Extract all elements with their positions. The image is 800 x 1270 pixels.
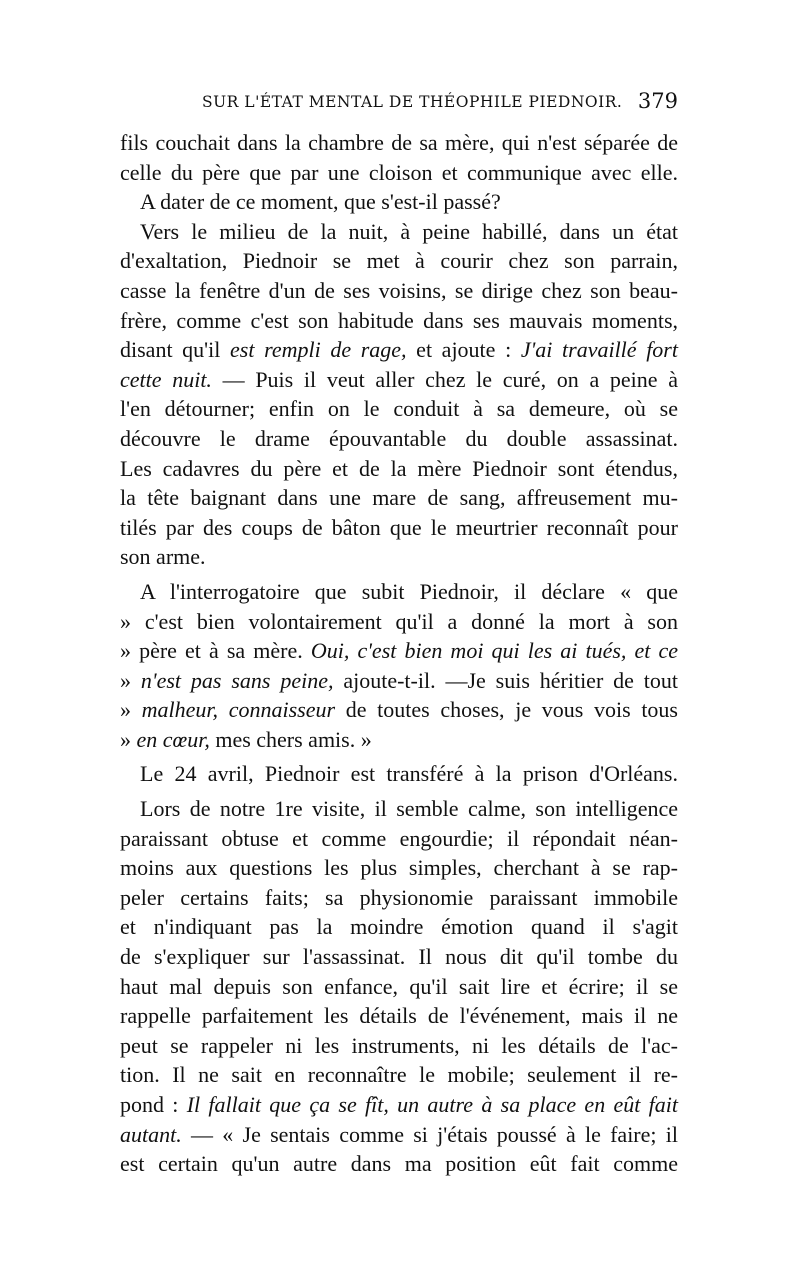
text-line: fils couchait dans la chambre de sa mère, qui n'est séparée de xyxy=(120,130,678,155)
text-line: A l'interrogatoire que subit Piednoir, il déclare « que xyxy=(140,578,678,604)
text-line: Le 24 avril, Piednoir est transféré à la prison d'Orléans. xyxy=(140,761,678,787)
text-line: tion. Il ne sait en reconnaître le mobile; seulement il re- xyxy=(120,1062,678,1088)
text-line: » père et à sa mère. Oui, c'est bien moi qui les ai tués, et ce xyxy=(120,638,678,664)
text-line: d'exaltation, Piednoir se met à courir chez son parrain, xyxy=(120,248,678,274)
running-title: SUR L'ÉTAT MENTAL DE THÉOPHILE PIEDNOIR. xyxy=(202,93,623,111)
text-line: A dater de ce moment, que s'est-il passé? xyxy=(140,189,501,215)
text-line: son arme. xyxy=(120,544,206,570)
text-line: » n'est pas sans peine, ajoute-t-il. —Je suis héritier de tout xyxy=(120,667,679,693)
text-line: tilés par des coups de bâton que le meurtrier reconnaît pour xyxy=(120,514,678,540)
text-line: Lors de notre 1re visite, il semble calme, son intelligence xyxy=(140,796,678,822)
text-line: disant qu'il est rempli de rage, et ajoute : J'ai travaillé fort xyxy=(120,337,678,363)
text-line: autant. — « Je sentais comme si j'étais poussé à le faire; il xyxy=(120,1121,678,1147)
running-head xyxy=(120,89,678,123)
text-line: peler certains faits; sa physionomie paraissant immobile xyxy=(120,884,678,910)
text-line: haut mal depuis son enfance, qu'il sait lire et écrire; il se xyxy=(120,973,678,999)
text-line: » malheur, connaisseur de toutes choses, je vous vois tous xyxy=(120,697,678,723)
text-line: rappelle parfaitement les détails de l'événement, mais il ne xyxy=(120,1003,678,1029)
body-text xyxy=(120,128,678,1179)
text-line: Vers le milieu de la nuit, à peine habillé, dans un état xyxy=(140,218,678,244)
text-line: frère, comme c'est son habitude dans ses mauvais moments, xyxy=(120,307,678,333)
text-line: la tête baignant dans une mare de sang, affreusement mu- xyxy=(120,485,678,511)
text-line: peut se rappeler ni les instruments, ni les détails de l'ac- xyxy=(120,1032,678,1058)
text-line: moins aux questions les plus simples, cherchant à se rap- xyxy=(120,855,678,881)
text-line: de s'expliquer sur l'assassinat. Il nous dit qu'il tombe du xyxy=(120,944,678,970)
text-line: est certain qu'un autre dans ma position eût fait comme xyxy=(120,1151,678,1177)
page-number: 379 xyxy=(637,89,678,113)
text-line: Les cadavres du père et de la mère Piednoir sont étendus, xyxy=(120,455,678,481)
text-line: celle du père que par une cloison et communique avec elle. xyxy=(120,159,678,185)
text-line: cette nuit. — Puis il veut aller chez le curé, on a peine à xyxy=(120,366,678,392)
text-line: l'en détourner; enfin on le conduit à sa demeure, où se xyxy=(120,396,678,422)
text-line: pond : Il fallait que ça se fît, un autre à sa place en eût fait xyxy=(120,1092,678,1117)
text-line: » en cœur, mes chers amis. » xyxy=(120,726,372,752)
text-line: casse la fenêtre d'un de ses voisins, se dirige chez son beau- xyxy=(120,277,678,303)
text-line: découvre le drame épouvantable du double assassinat. xyxy=(120,425,678,451)
text-line: paraissant obtuse et comme engourdie; il répondait néan- xyxy=(120,825,678,851)
text-line: » c'est bien volontairement qu'il a donné la mort à son xyxy=(120,608,678,634)
text-line: et n'indiquant pas la moindre émotion quand il s'agit xyxy=(120,914,678,940)
